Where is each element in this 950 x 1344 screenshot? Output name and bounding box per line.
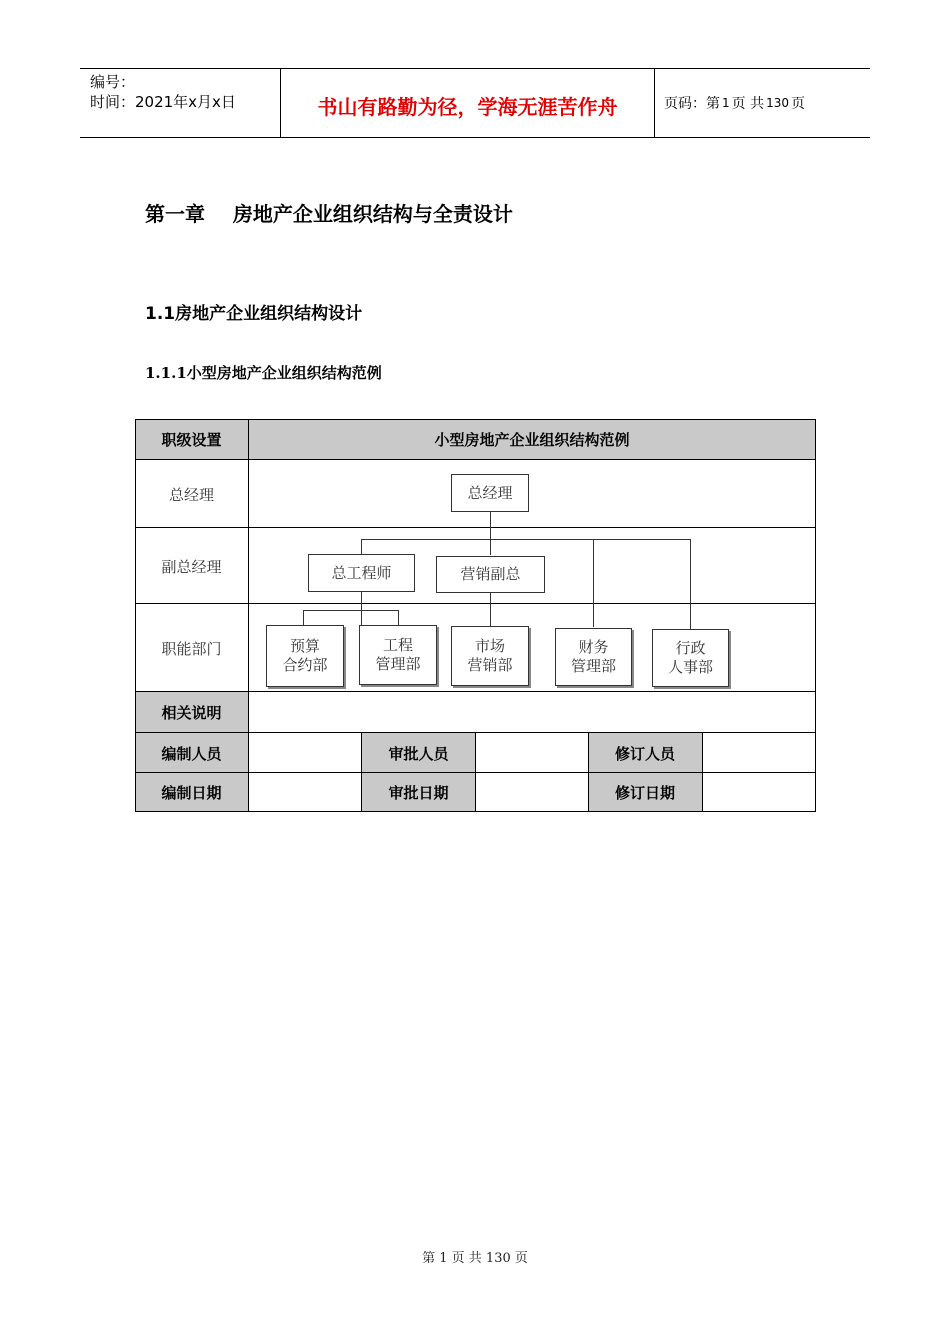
grid-line [135, 459, 816, 460]
org-box-admin-hr [652, 629, 729, 687]
grid-line [702, 732, 703, 812]
org-box-admin-hr-line1: 行政 [675, 639, 706, 657]
org-box-gm: 总经理 [451, 474, 529, 512]
page-suffix: 页 [791, 96, 805, 112]
header-info [80, 69, 281, 137]
subsection-title: 1.1.1小型房地产企业组织结构范例 [145, 364, 382, 382]
org-box-marketing [451, 626, 529, 686]
label-approve-date: 审批日期 [362, 773, 475, 812]
header-page-info [655, 69, 870, 137]
page-prefix: 页码：第 [664, 96, 720, 112]
org-box-finance-line1: 财务 [578, 638, 609, 656]
section-title: 1.1房地产企业组织结构设计 [145, 304, 363, 324]
grid-line [475, 732, 476, 812]
page-header [80, 68, 870, 138]
connector-line [690, 539, 691, 629]
header-level: 职级设置 [135, 419, 248, 460]
header-motto: 书山有路勤为径，学海无涯苦作舟 [281, 69, 655, 137]
page-footer: 第 1 页 共 130 页 [422, 1251, 528, 1266]
org-structure-table [135, 419, 816, 812]
page-current: 1 [722, 96, 730, 110]
connector-line [593, 539, 594, 627]
org-box-budget-line1: 预算 [289, 637, 320, 655]
connector-line [398, 610, 399, 626]
grid-line [135, 691, 816, 692]
label-compile-date: 编制日期 [135, 773, 248, 812]
connector-line [490, 511, 491, 540]
org-box-finance [555, 628, 632, 686]
label-approver: 审批人员 [362, 733, 475, 773]
org-box-engineering-line1: 工程 [382, 636, 413, 654]
page-total: 130 [766, 96, 789, 110]
connector-line [361, 539, 691, 540]
label-reviser: 修订人员 [588, 733, 702, 773]
org-box-finance-line2: 管理部 [570, 657, 616, 675]
connector-line [303, 610, 304, 626]
connector-line [490, 591, 491, 627]
chapter-title: 第一章 房地产企业组织结构与全责设计 [145, 202, 513, 226]
document-number-label: 编号： [90, 73, 136, 91]
org-box-marketing-line2: 营销部 [467, 656, 513, 674]
grid-line [135, 419, 816, 420]
row-label-gm: 总经理 [168, 485, 214, 504]
row-label-vgm: 副总经理 [161, 557, 222, 576]
org-box-admin-hr-line2: 人事部 [667, 658, 713, 676]
label-compiler: 编制人员 [135, 733, 248, 773]
org-box-sales-vp: 营销副总 [436, 556, 545, 593]
grid-line [135, 419, 136, 812]
connector-line [490, 539, 491, 555]
connector-line [361, 539, 362, 555]
org-box-chief-engineer: 总工程师 [308, 554, 415, 592]
org-box-budget-line2: 合约部 [282, 656, 328, 674]
org-box-budget [266, 625, 344, 687]
grid-line [588, 732, 589, 812]
org-box-engineering-line2: 管理部 [375, 655, 421, 673]
grid-line [135, 603, 816, 604]
connector-line [361, 586, 362, 626]
document-time-label: 时间：2021年x月x日 [90, 93, 236, 111]
header-title: 小型房地产企业组织结构范例 [248, 419, 816, 460]
label-revise-date: 修订日期 [588, 773, 702, 812]
row-label-dept: 职能部门 [161, 639, 222, 658]
grid-line [361, 732, 362, 812]
page-mid: 页 共 [731, 96, 765, 112]
grid-line [815, 419, 816, 812]
grid-line [135, 527, 816, 528]
grid-line [248, 419, 249, 812]
connector-line [303, 610, 399, 611]
row-label-notes: 相关说明 [135, 692, 248, 733]
org-box-marketing-line1: 市场 [474, 637, 505, 655]
org-box-engineering [359, 625, 437, 685]
